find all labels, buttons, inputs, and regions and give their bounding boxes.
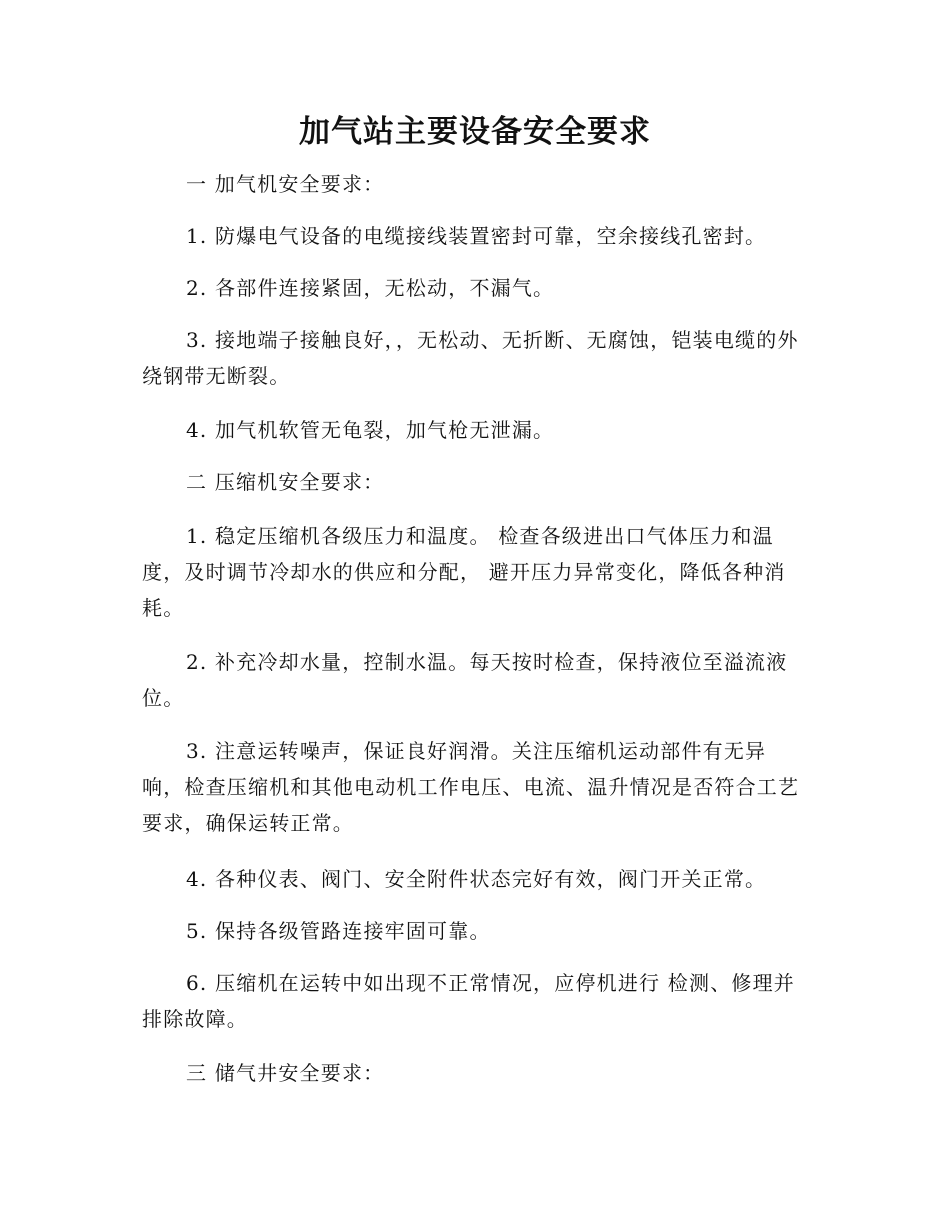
compressor-item-3: 3. 注意运转噪声，保证良好润滑。关注压缩机运动部件有无异响，检查压缩机和其他电动机工作电压、电流、温升情况是否符合工艺要求，确保运转正常。 bbox=[142, 739, 800, 835]
section-heading-storage-well: 三 储气井安全要求： bbox=[186, 1061, 385, 1085]
compressor-item-5: 5. 保持各级管路连接牢固可靠。 bbox=[186, 919, 491, 943]
compressor-item-4: 4. 各种仪表、阀门、安全附件状态完好有效，阀门开关正常。 bbox=[186, 867, 767, 891]
compressor-item-2: 2. 补充冷却水量，控制水温。每天按时检查，保持液位至溢流液位。 bbox=[142, 650, 788, 710]
dispenser-item-4: 4. 加气机软管无龟裂，加气枪无泄漏。 bbox=[186, 418, 555, 442]
dispenser-item-1: 1. 防爆电气设备的电缆接线装置密封可靠，空余接线孔密封。 bbox=[186, 224, 767, 248]
dispenser-item-2: 2. 各部件连接紧固，无松动，不漏气。 bbox=[186, 276, 555, 300]
dispenser-item-3: 3. 接地端子接触良好，，无松动、无折断、无腐蚀，铠装电缆的外绕钢带无断裂。 bbox=[142, 328, 799, 388]
section-heading-compressor: 二 压缩机安全要求： bbox=[186, 470, 385, 494]
document-title: 加气站主要设备安全要求 bbox=[299, 114, 651, 150]
compressor-item-1: 1. 稳定压缩机各级压力和温度。 检查各级进出口气体压力和温度，及时调节冷却水的供应和分配， 避开压力异常变化，降低各种消耗。 bbox=[142, 524, 786, 620]
section-heading-dispenser: 一 加气机安全要求： bbox=[186, 172, 385, 196]
compressor-item-6: 6. 压缩机在运转中如出现不正常情况，应停机进行 检测、修理并排除故障。 bbox=[142, 971, 795, 1031]
